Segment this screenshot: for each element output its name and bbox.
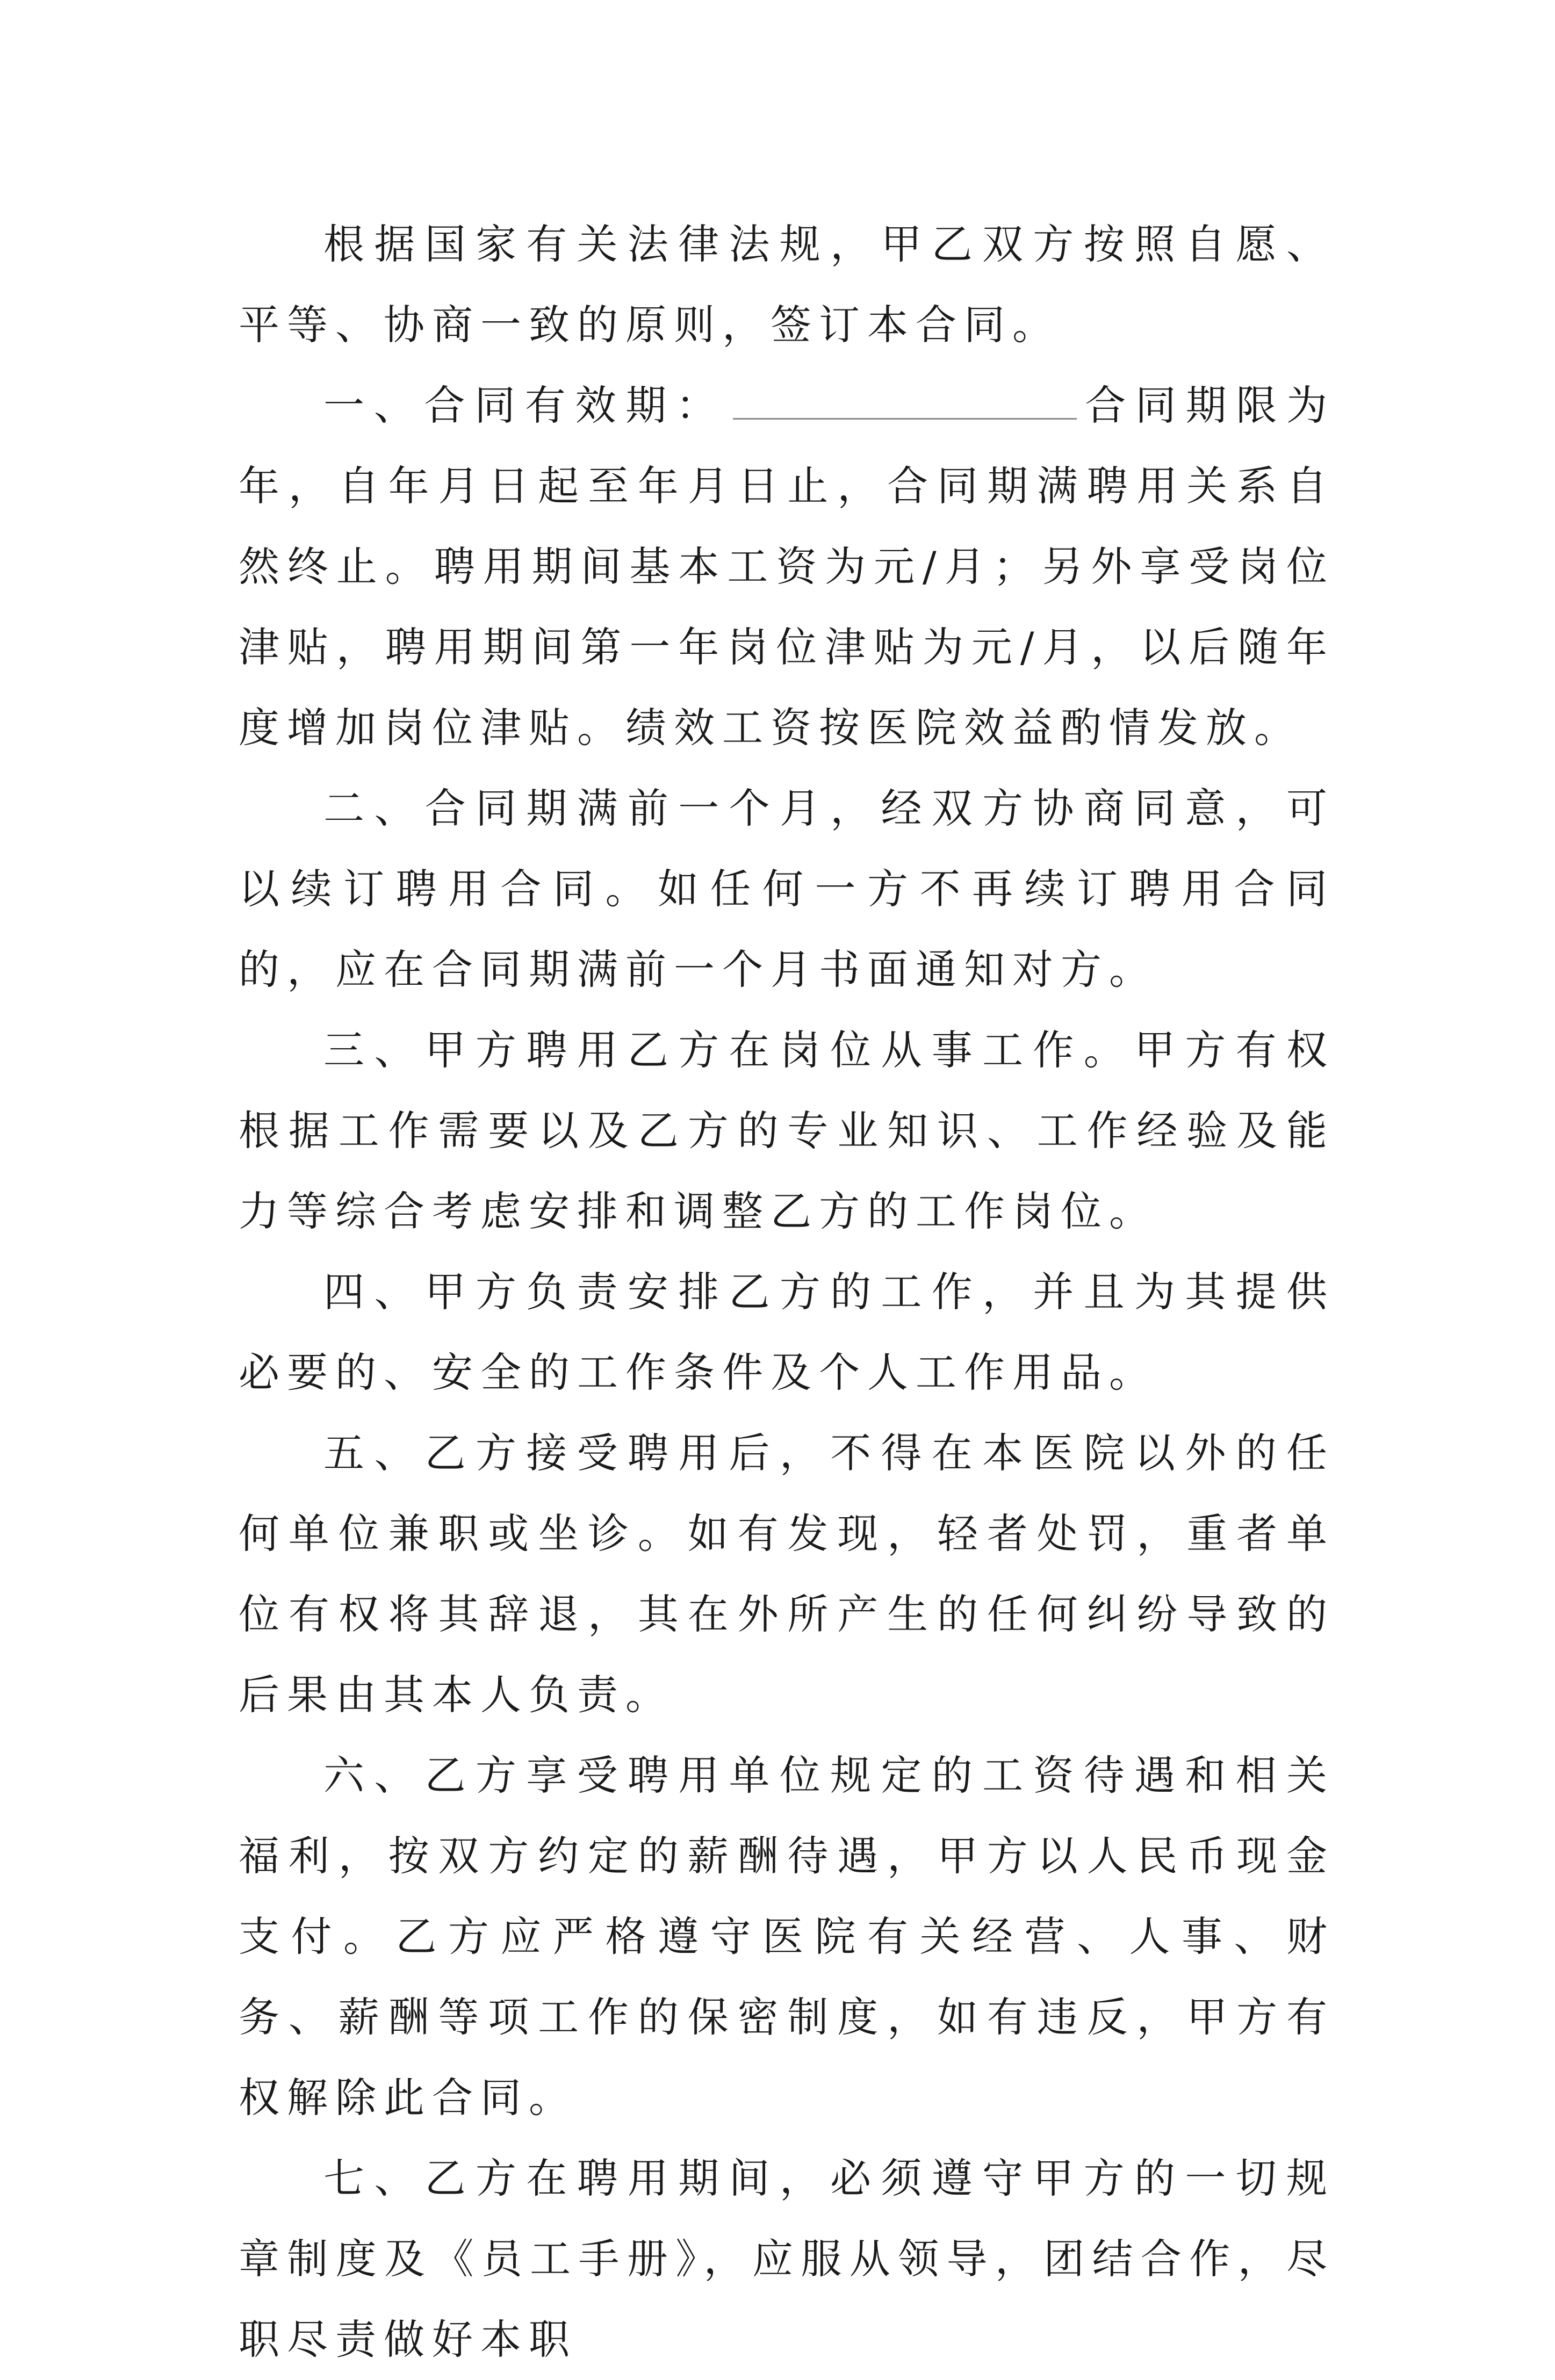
clause-5: 五、乙方接受聘用后，不得在本医院以外的任何单位兼职或坐诊。如有发现，轻者处罚，重者单位有权将其辞退，其在外所产生的任何纠纷导致的后果由其本人负责。	[239, 1429, 1335, 1719]
clause-1-text: 合同期限为年，自年月日起至年月日止，合同期满聘用关系自然终止。聘用期间基本工资为元/月；另外享受岗位津贴，聘用期间第一年岗位津贴为元/月，以后随年度增加岗位津贴。绩效工资按医院效益酌情发放。	[239, 381, 1335, 752]
clause-4: 四、甲方负责安排乙方的工作，并且为其提供必要的、安全的工作条件及个人工作用品。	[239, 1268, 1335, 1396]
clause-1	[239, 365, 1335, 768]
clause-1-lead: 一、合同有效期：	[323, 381, 726, 429]
clause-2: 二、合同期满前一个月，经双方协商同意，可以续订聘用合同。如任何一方不再续订聘用合同的，应在合同期满前一个月书面通知对方。	[239, 784, 1335, 993]
clause-7: 七、乙方在聘用期间，必须遵守甲方的一切规章制度及《员工手册》，应服从领导，团结合作，尽职尽责做好本职	[239, 2154, 1335, 2363]
intro-paragraph: 根据国家有关法律法规，甲乙双方按照自愿、平等、协商一致的原则，签订本合同。	[239, 220, 1335, 349]
validity-blank-line	[733, 386, 1077, 420]
contract-body	[239, 204, 1335, 2380]
clause-3: 三、甲方聘用乙方在岗位从事工作。甲方有权根据工作需要以及乙方的专业知识、工作经验及能力等综合考虑安排和调整乙方的工作岗位。	[239, 1026, 1335, 1235]
clause-6: 六、乙方享受聘用单位规定的工资待遇和相关福利，按双方约定的薪酬待遇，甲方以人民币现金支付。乙方应严格遵守医院有关经营、人事、财务、薪酬等项工作的保密制度，如有违反，甲方有权解除此合同。	[239, 1751, 1335, 2122]
